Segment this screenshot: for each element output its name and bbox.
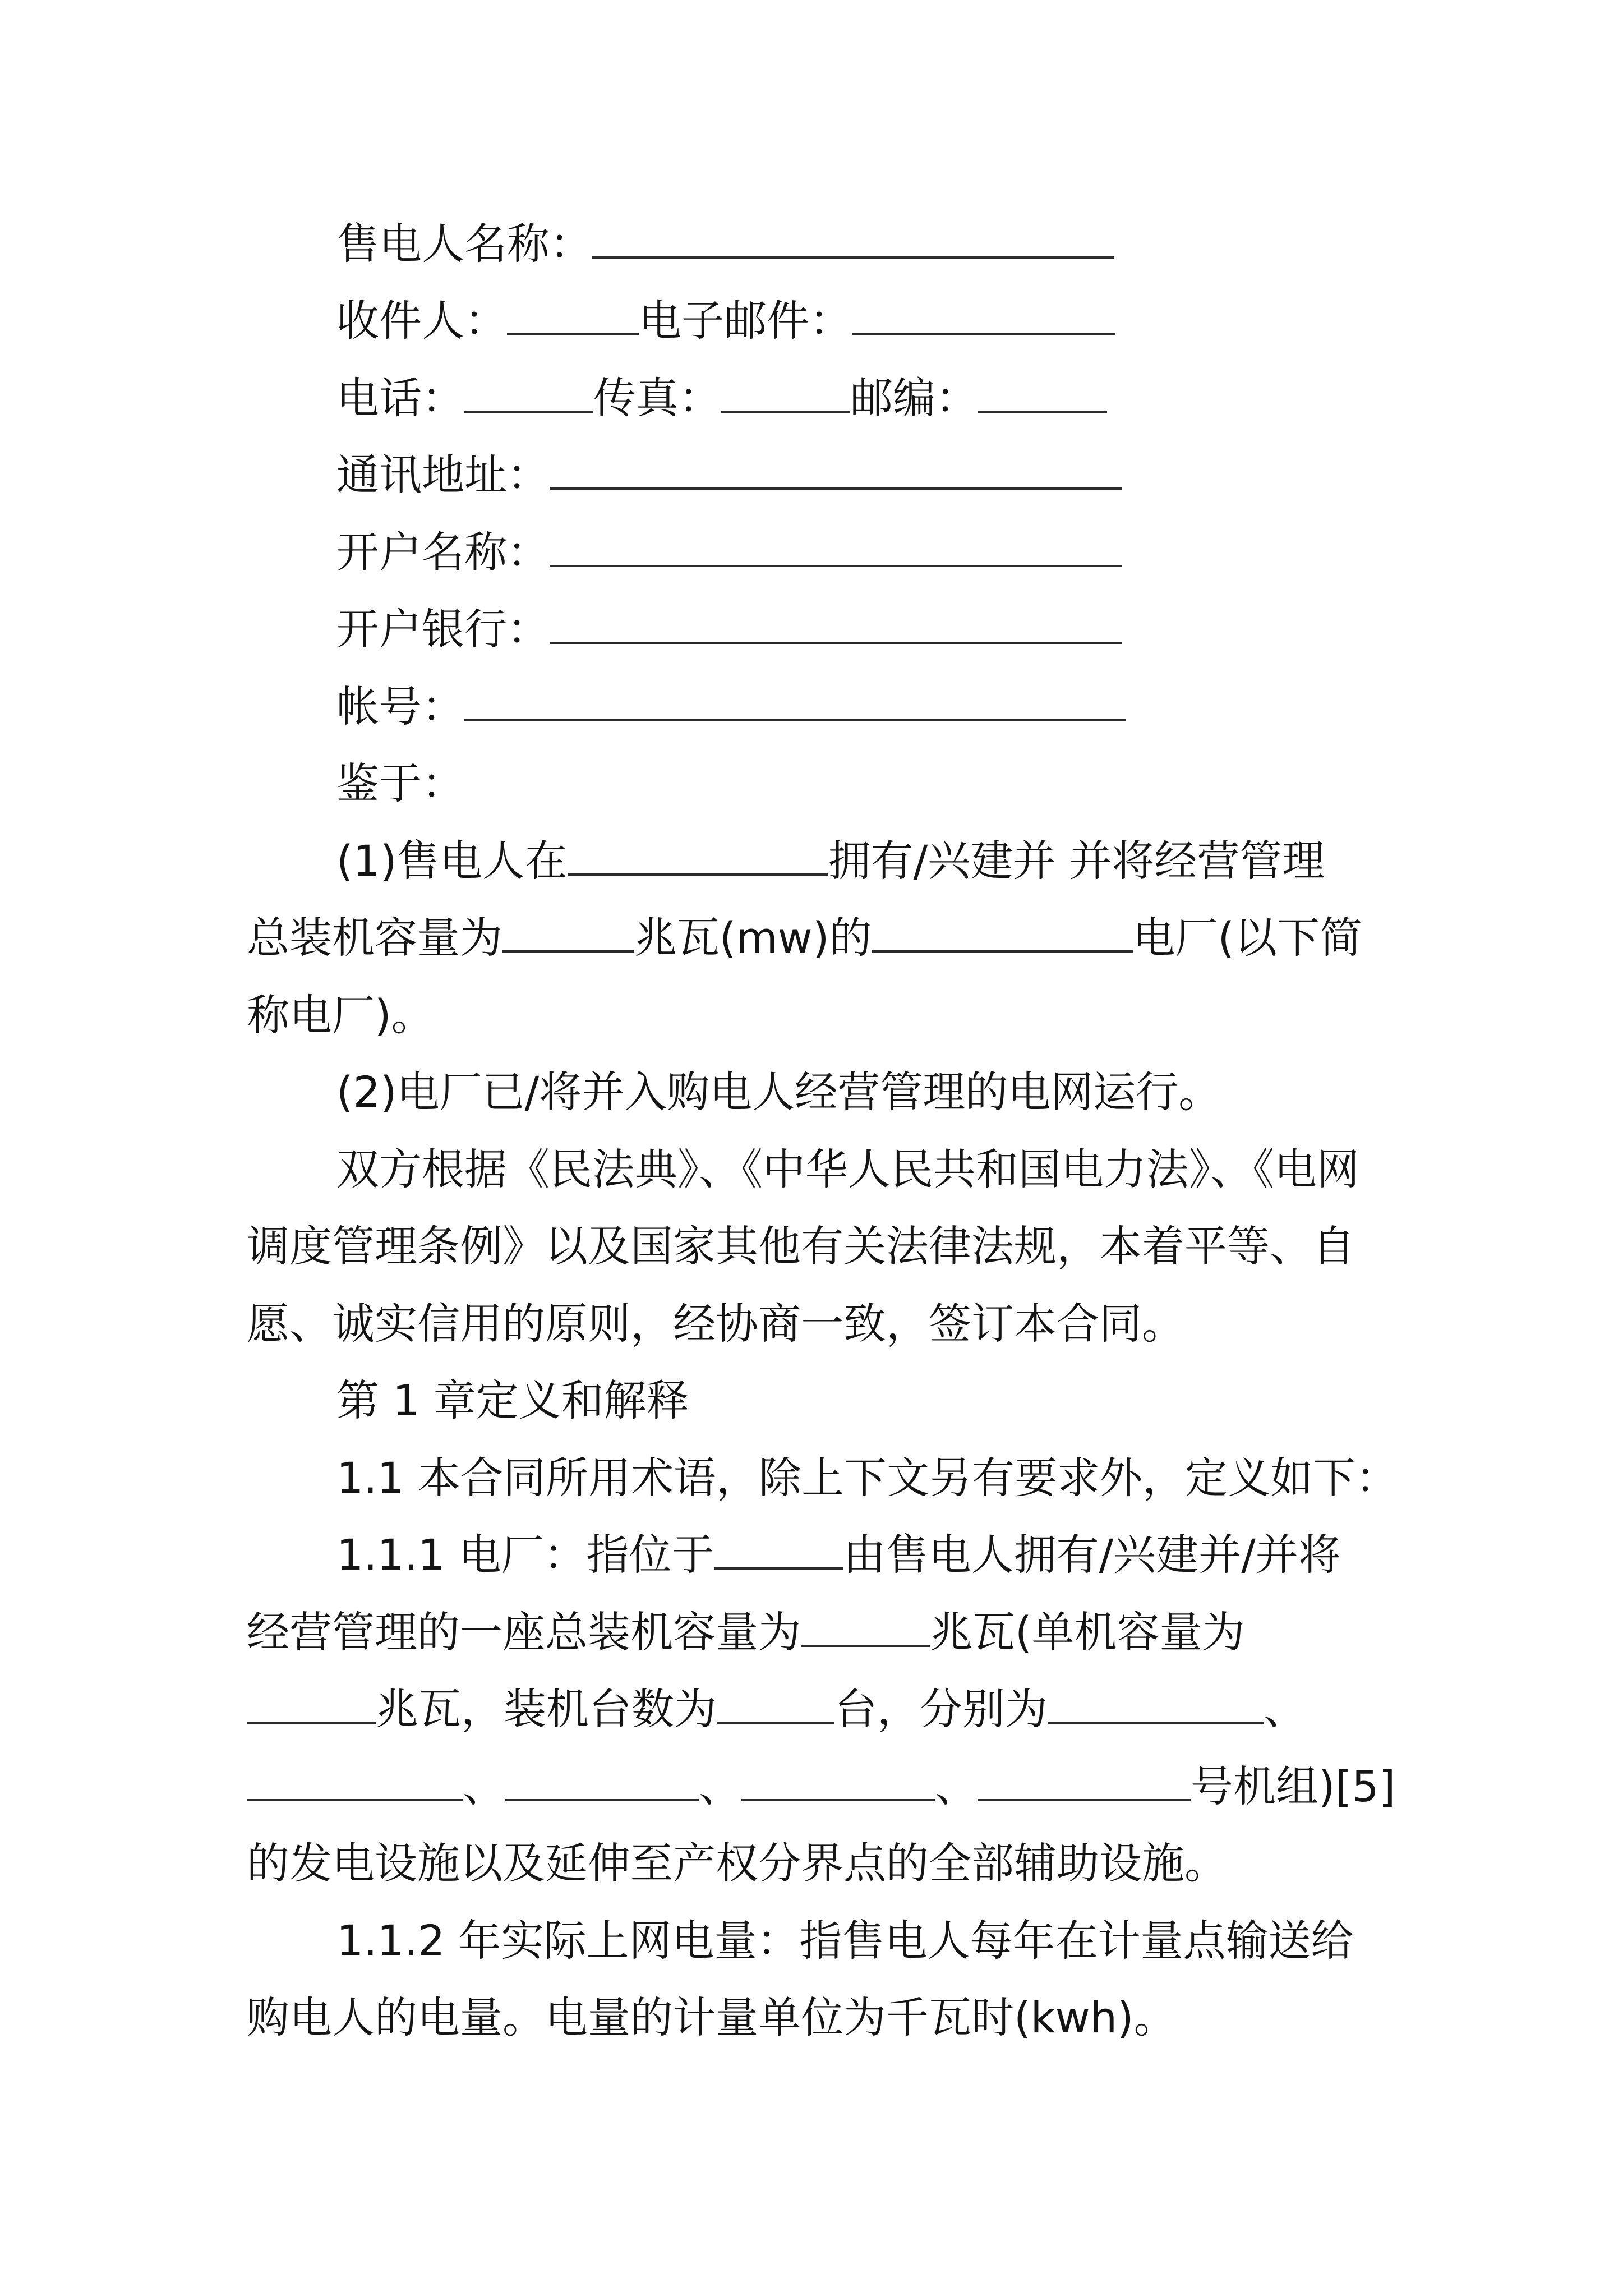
account-no-row: [336, 679, 1126, 735]
clause1-capacity-blank: [502, 917, 634, 953]
bank-row: [336, 601, 1122, 657]
s111-unit-count-blank: [717, 1688, 834, 1724]
section-1-1-1-line4: [247, 1759, 1395, 1815]
s111-unit3-blank: [505, 1765, 699, 1801]
s111-sep-j: 、: [935, 1761, 978, 1811]
s111-sep-g: 、: [1264, 1684, 1306, 1734]
section-1-1-1-line1: [336, 1527, 1341, 1583]
s111-text-f: 台，分别为: [834, 1684, 1048, 1734]
chapter1-title: 第 1 章定义和解释: [336, 1375, 689, 1425]
s111-unit1-blank: [1048, 1688, 1264, 1724]
whereas-clause1-line3: 称电厂)。: [247, 990, 434, 1040]
section-1-1-2-line2: 购电人的电量。电量的计量单位为千瓦时(kwh)。: [247, 1993, 1177, 2042]
s111-total-capacity-blank: [801, 1611, 930, 1647]
account-no-label: 帐号：: [336, 682, 464, 731]
s111-text-c: 经营管理的一座总装机容量为: [247, 1607, 801, 1657]
preamble-line1: 双方根据《民法典》、《中华人民共和国电力法》、《电网: [336, 1144, 1359, 1194]
preamble-line2: 调度管理条例》以及国家其他有关法律法规，本着平等、自: [247, 1221, 1355, 1271]
account-name-blank: [550, 531, 1122, 567]
account-name-row: [336, 524, 1122, 581]
section-1-1-1-line3: [247, 1681, 1306, 1737]
email-label: 电子邮件：: [639, 296, 852, 346]
clause1-plant-blank: [872, 917, 1133, 953]
s111-sep-h: 、: [463, 1761, 505, 1811]
s111-unit-capacity-blank: [247, 1688, 376, 1724]
s111-text-d: 兆瓦(单机容量为: [930, 1607, 1245, 1657]
s111-sep-i: 、: [699, 1761, 741, 1811]
address-blank: [550, 454, 1122, 490]
clause1-text-a: (1)售电人在: [336, 836, 568, 886]
seller-name-row: [336, 216, 1114, 272]
clause1-text-e: 电厂(以下简: [1132, 913, 1363, 963]
clause1-text-b: 拥有/兴建并 并将经营管理: [828, 836, 1325, 886]
phone-label: 电话：: [336, 373, 464, 423]
preamble-line3: 愿、诚实信用的原则，经协商一致，签订本合同。: [247, 1299, 1184, 1349]
s111-text-e: 兆瓦，装机台数为: [376, 1684, 717, 1734]
s111-text-k: 号机组)[5]: [1191, 1761, 1396, 1811]
section-1-1-1-line5: 的发电设施以及延伸至产权分界点的全部辅助设施。: [247, 1838, 1227, 1888]
section-1-1: 1.1 本合同所用术语，除上下文另有要求外，定义如下：: [336, 1453, 1399, 1503]
recipient-email-row: [336, 293, 1115, 349]
phone-blank: [464, 377, 593, 413]
address-label: 通讯地址：: [336, 450, 550, 500]
s111-location-blank: [714, 1534, 843, 1570]
postcode-label: 邮编：: [850, 373, 978, 423]
account-name-label: 开户名称：: [336, 527, 550, 577]
section-1-1-1-line2: [247, 1604, 1245, 1660]
whereas-heading: 鉴于：: [336, 758, 464, 808]
clause1-text-d: 兆瓦(mw)的: [634, 913, 872, 963]
clause1-location-blank: [568, 840, 828, 876]
s111-unit4-blank: [741, 1765, 935, 1801]
whereas-clause1-line2: [247, 910, 1362, 966]
account-no-blank: [464, 685, 1126, 721]
s111-text-a: 1.1.1 电厂：指位于: [336, 1530, 714, 1580]
recipient-label: 收件人：: [336, 296, 507, 346]
s111-unit5-blank: [978, 1765, 1191, 1801]
whereas-clause1-line1: [336, 833, 1325, 889]
bank-label: 开户银行：: [336, 604, 550, 654]
seller-name-blank: [592, 223, 1114, 259]
clause1-text-c: 总装机容量为: [247, 913, 502, 963]
bank-blank: [550, 608, 1122, 644]
s111-text-b: 由售电人拥有/兴建并/并将: [843, 1530, 1341, 1580]
recipient-blank: [507, 300, 639, 335]
seller-name-label: 售电人名称：: [336, 219, 592, 269]
postcode-blank: [978, 377, 1107, 413]
whereas-clause2: (2)电厂已/将并入购电人经营管理的电网运行。: [336, 1067, 1221, 1117]
email-blank: [852, 300, 1115, 335]
fax-label: 传真：: [593, 373, 721, 423]
section-1-1-2-line1: 1.1.2 年实际上网电量：指售电人每年在计量点输送给: [336, 1916, 1354, 1966]
s111-unit2-blank: [247, 1765, 463, 1801]
fax-blank: [721, 377, 850, 413]
address-row: [336, 447, 1122, 503]
phone-fax-postcode-row: [336, 370, 1107, 426]
